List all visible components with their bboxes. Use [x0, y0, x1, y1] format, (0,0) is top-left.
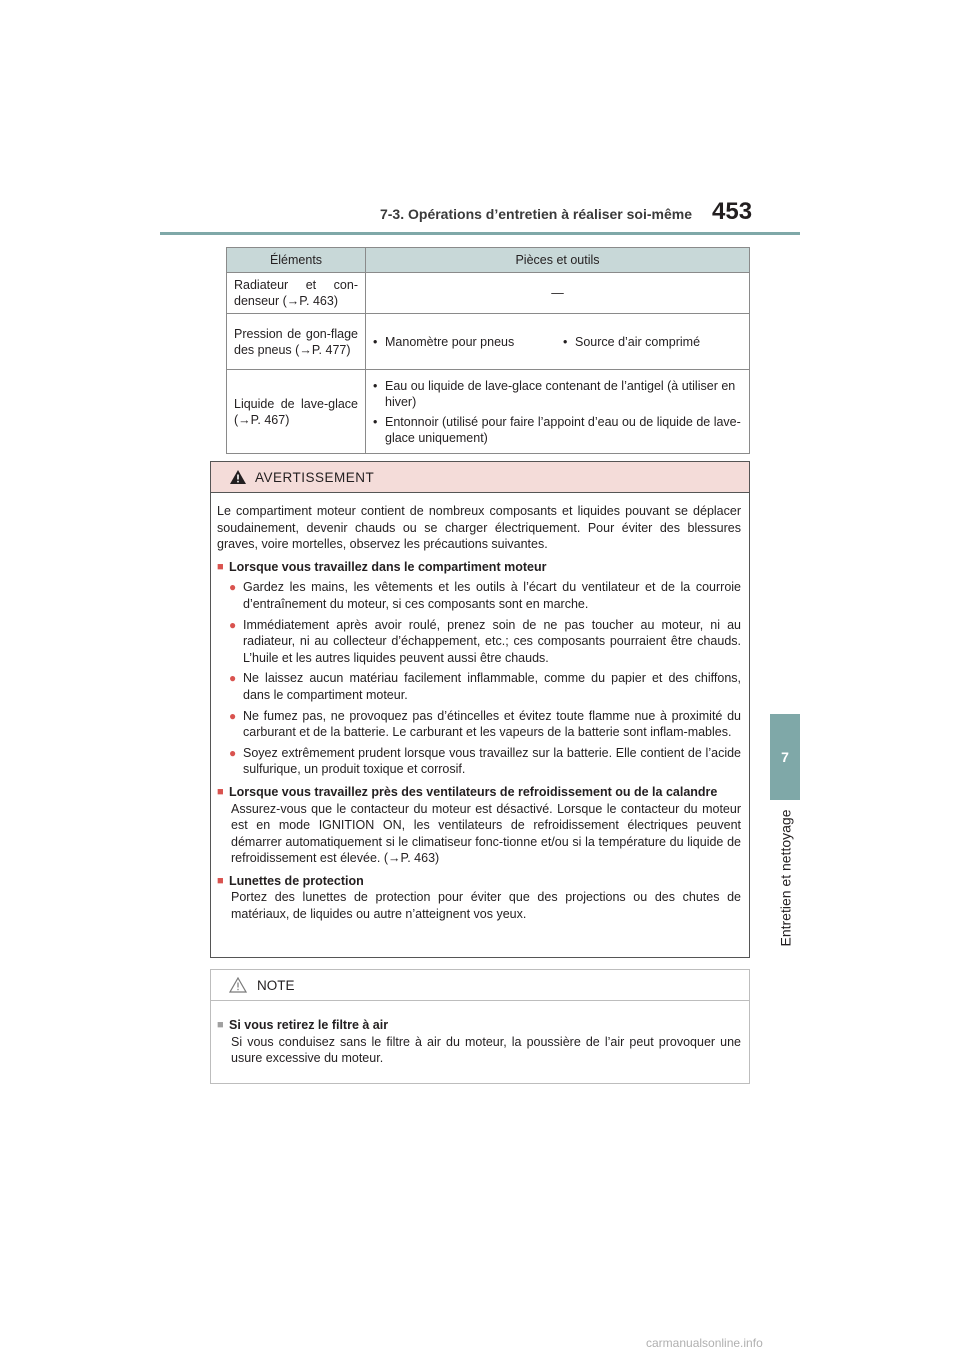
- note-box: [210, 969, 750, 1084]
- table-row: Pression de gon-flage des pneus (→P. 477) • Manomètre pour pneus • Source d’air comprimé: [227, 314, 750, 370]
- section-title: 7-3. Opérations d’entretien à réaliser soi-même: [379, 206, 692, 222]
- row-tool: Manomètre pour pneus: [385, 334, 515, 349]
- chapter-tab: [770, 714, 800, 800]
- table-row: Liquide de lave-glace (→P. 467) • Eau ou liquide de lave-glace contenant de l’antigel (à utiliser en hiver) • Entonnoir (utilisé pour faire l’appoint d’eau ou de liquide de lave-glace uniquement): [227, 370, 750, 454]
- page-number: 453: [712, 198, 753, 225]
- list-item: Ne laissez aucun matériau facilement inflammable, comme du papier et des chiffons, dans le compartiment moteur.: [243, 671, 741, 702]
- gray-square-icon: ■: [217, 1019, 224, 1031]
- warning-intro: Le compartiment moteur contient de nombreux composants et liquides pouvant se déplacer soudainement, devenir chauds ou se charger électriquement. Pour éviter des blessures graves, voire mortelles, observez les précautions suivantes.: [217, 504, 741, 552]
- list-item: Immédiatement après avoir roulé, prenez soin de ne pas toucher au moteur, ni au radiateur, ni au collecteur d’échappement, etc.; ces composants pourraient être chauds. L’huile et les autres liquides peuvent aussi être chauds.: [243, 617, 741, 665]
- chapter-number: 7: [781, 749, 789, 765]
- row-tool: Eau ou liquide de lave-glace contenant de l’antigel (à utiliser en hiver): [385, 378, 736, 409]
- red-square-icon: ■: [217, 785, 224, 798]
- row-item: Liquide de lave-glace (→P. 467): [227, 370, 366, 454]
- chapter-label: [770, 806, 800, 950]
- row-item: Radiateur et con-denseur (→P. 463): [227, 273, 366, 314]
- red-bullet-icon: ●: [229, 745, 237, 760]
- warning-box: [210, 461, 750, 958]
- watermark: carmanualsonline.info: [646, 1336, 763, 1350]
- red-bullet-icon: ●: [229, 580, 237, 595]
- red-bullet-icon: ●: [229, 708, 237, 723]
- header-rule: [160, 232, 800, 235]
- red-square-icon: ■: [217, 560, 224, 573]
- warning-triangle-icon: [229, 469, 247, 485]
- table-row: [227, 273, 750, 314]
- note-header: [211, 970, 749, 1001]
- header-tools: Pièces et outils: [366, 248, 750, 273]
- section-heading: Si vous retirez le filtre à air: [229, 1018, 389, 1032]
- warning-title: AVERTISSEMENT: [255, 469, 375, 485]
- caution-triangle-icon: [229, 977, 247, 993]
- red-bullet-icon: ●: [229, 671, 237, 686]
- list-item: Ne fumez pas, ne provoquez pas d’étincelles et évitez toute flamme nue à proximité du carburant et de la batterie. Le carburant et les vapeurs de la batterie sont inflam-mables.: [243, 708, 741, 740]
- section-heading: Lorsque vous travaillez dans le compartiment moteur: [229, 559, 547, 574]
- red-bullet-icon: ●: [229, 617, 237, 632]
- parts-table: [226, 247, 750, 454]
- section-text: Portez des lunettes de protection pour éviter que des projections ou des chutes de matériaux, de liquides ou autre n’atteignent vos yeux.: [231, 890, 741, 922]
- warning-header: [211, 462, 749, 493]
- list-item: Gardez les mains, les vêtements et les outils à l’écart du ventilateur et de la courroie d’entraînement du moteur, si ces composants sont en marche.: [243, 580, 741, 611]
- section-text: Si vous conduisez sans le filtre à air du moteur, la poussière de l’air peut provoquer une usure excessive du moteur.: [231, 1034, 741, 1066]
- section-heading: Lunettes de protection: [229, 873, 364, 888]
- section-text: Assurez-vous que le contacteur du moteur est désactivé. Lorsque le contacteur du moteur est en mode IGNITION ON, les ventilateurs de refroidissement électriques peuvent démarrer automatiquement si le climatiseur fonc-tionne et/ou si la température du liquide de refroidissement est élevée. (→P. 463): [231, 801, 741, 866]
- row-item: Pression de gon-flage des pneus (→P. 477): [227, 314, 366, 370]
- row-tool-empty: —: [551, 286, 564, 300]
- red-square-icon: ■: [217, 874, 224, 887]
- list-item: Soyez extrêmement prudent lorsque vous travaillez sur la batterie. Elle contient de l’acide sulfurique, un produit toxique et corrosif.: [243, 745, 741, 777]
- chapter-title: Entretien et nettoyage: [777, 809, 793, 947]
- note-title: NOTE: [257, 977, 295, 993]
- row-tool: Entonnoir (utilisé pour faire l’appoint d’eau ou de liquide de lave-glace uniquement): [385, 414, 741, 445]
- header-elements: Éléments: [227, 248, 366, 273]
- row-tool: Source d’air comprimé: [575, 334, 701, 349]
- section-heading: Lorsque vous travaillez près des ventilateurs de refroidissement ou de la calandre: [229, 784, 718, 799]
- table-header-row: [227, 248, 750, 273]
